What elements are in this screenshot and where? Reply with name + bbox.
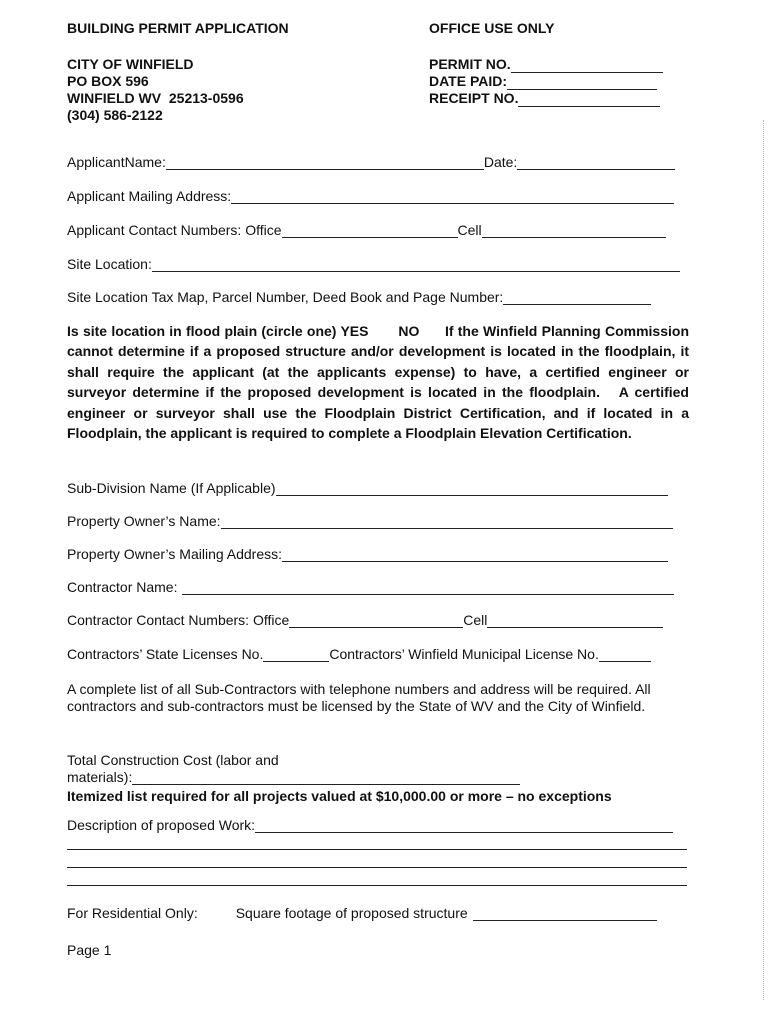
contractor-cell-field[interactable] bbox=[487, 614, 663, 628]
scan-edge-mark bbox=[762, 120, 764, 1000]
state-license-label: Contractors’ State Licenses No. bbox=[67, 646, 264, 662]
mailing-address-row bbox=[67, 188, 674, 204]
subdivision-field[interactable] bbox=[276, 482, 668, 496]
description-row bbox=[67, 817, 673, 833]
contractor-name-label: Contractor Name: bbox=[67, 579, 178, 595]
floodplain-paragraph: Is site location in flood plain (circle one) YES NO If the Winfield Planning Commission cannot determine if a proposed structure and/or development is located in the floodplain, it shall require the applicant (at the applicants expense) to have, a certified engineer or surveyor determine if the proposed development is located in the floodplain. A certified engineer or surveyor shall use the Floodplain District Certification, and if located in a Floodplain, the applicant is required to complete a Floodplain Elevation Certification. bbox=[67, 323, 689, 442]
total-cost-label-line1: Total Construction Cost (labor and bbox=[67, 752, 279, 768]
subdivision-row bbox=[67, 480, 668, 496]
municipal-license-field[interactable] bbox=[599, 648, 651, 662]
site-location-field[interactable] bbox=[152, 258, 680, 272]
form-title: BUILDING PERMIT APPLICATION bbox=[67, 20, 289, 36]
total-cost-field[interactable] bbox=[132, 771, 520, 785]
page-number: Page 1 bbox=[67, 942, 112, 958]
municipal-license-label: Contractors’ Winfield Municipal License No. bbox=[329, 646, 599, 662]
contractor-office-field[interactable] bbox=[289, 614, 463, 628]
receipt-no-field[interactable] bbox=[518, 93, 660, 107]
total-cost-label-line2: materials): bbox=[67, 769, 133, 785]
cell-label: Cell bbox=[457, 222, 482, 238]
mailing-address-label: Applicant Mailing Address: bbox=[67, 188, 232, 204]
tax-map-field[interactable] bbox=[503, 291, 651, 305]
contractor-office-label: Contractor Contact Numbers: Office bbox=[67, 612, 290, 628]
permit-no-field[interactable] bbox=[511, 59, 663, 73]
description-line-2[interactable] bbox=[67, 849, 687, 850]
contact-office-field[interactable] bbox=[282, 224, 458, 238]
residential-label: For Residential Only: bbox=[67, 905, 198, 921]
applicant-name-label: ApplicantName: bbox=[67, 154, 166, 170]
date-label: Date: bbox=[483, 154, 518, 170]
date-field[interactable] bbox=[517, 156, 675, 170]
subcontractor-paragraph: A complete list of all Sub-Contractors with telephone numbers and address will be required. All contractors and sub-contractors must be licensed by the State of WV and the City of Winfield. bbox=[67, 681, 651, 714]
po-box: PO BOX 596 bbox=[67, 73, 149, 89]
square-footage-field[interactable] bbox=[473, 907, 657, 921]
permit-no-label: PERMIT NO. bbox=[429, 56, 511, 72]
contact-office-label: Applicant Contact Numbers: Office bbox=[67, 222, 282, 238]
total-cost-row bbox=[67, 769, 520, 785]
description-line-4[interactable] bbox=[67, 885, 687, 886]
description-field[interactable] bbox=[255, 819, 673, 833]
applicant-name-field[interactable] bbox=[166, 156, 484, 170]
date-paid-row bbox=[429, 73, 689, 90]
tax-map-label: Site Location Tax Map, Parcel Number, Deed Book and Page Number: bbox=[67, 289, 504, 305]
state-license-field[interactable] bbox=[263, 648, 329, 662]
description-line-3[interactable] bbox=[67, 867, 687, 868]
city-address: WINFIELD WV 25213-0596 bbox=[67, 90, 244, 106]
contractor-contact-row bbox=[67, 612, 663, 628]
contractor-name-row bbox=[67, 579, 674, 595]
applicant-name-row bbox=[67, 154, 675, 170]
tax-map-row bbox=[67, 289, 651, 305]
office-use-block bbox=[429, 20, 689, 107]
applicant-contact-row bbox=[67, 222, 666, 238]
contractor-name-field[interactable] bbox=[182, 581, 674, 595]
owner-name-label: Property Owner’s Name: bbox=[67, 513, 221, 529]
receipt-no-label: RECEIPT NO. bbox=[429, 90, 519, 106]
receipt-no-row bbox=[429, 90, 689, 107]
owner-name-field[interactable] bbox=[221, 515, 673, 529]
office-use-title: OFFICE USE ONLY bbox=[429, 20, 555, 36]
site-location-label: Site Location: bbox=[67, 256, 152, 272]
header-left bbox=[67, 20, 397, 124]
cell-field[interactable] bbox=[482, 224, 666, 238]
date-paid-label: DATE PAID: bbox=[429, 73, 508, 89]
owner-mailing-row bbox=[67, 546, 668, 562]
owner-mailing-label: Property Owner’s Mailing Address: bbox=[67, 546, 283, 562]
mailing-address-field[interactable] bbox=[231, 190, 674, 204]
owner-name-row bbox=[67, 513, 673, 529]
city-phone: (304) 586-2122 bbox=[67, 107, 163, 123]
itemized-notice: Itemized list required for all projects valued at $10,000.00 or more – no exceptions bbox=[67, 788, 612, 804]
date-paid-field[interactable] bbox=[507, 76, 657, 90]
square-footage-label: Square footage of proposed structure bbox=[235, 905, 468, 921]
permit-no-row bbox=[429, 56, 689, 73]
site-location-row bbox=[67, 256, 680, 272]
licenses-row bbox=[67, 646, 651, 662]
city-name: CITY OF WINFIELD bbox=[67, 56, 194, 72]
owner-mailing-field[interactable] bbox=[282, 548, 668, 562]
description-label: Description of proposed Work: bbox=[67, 817, 256, 833]
subdivision-label: Sub-Division Name (If Applicable) bbox=[67, 480, 276, 496]
residential-row bbox=[67, 905, 657, 921]
contractor-cell-label: Cell bbox=[463, 612, 488, 628]
